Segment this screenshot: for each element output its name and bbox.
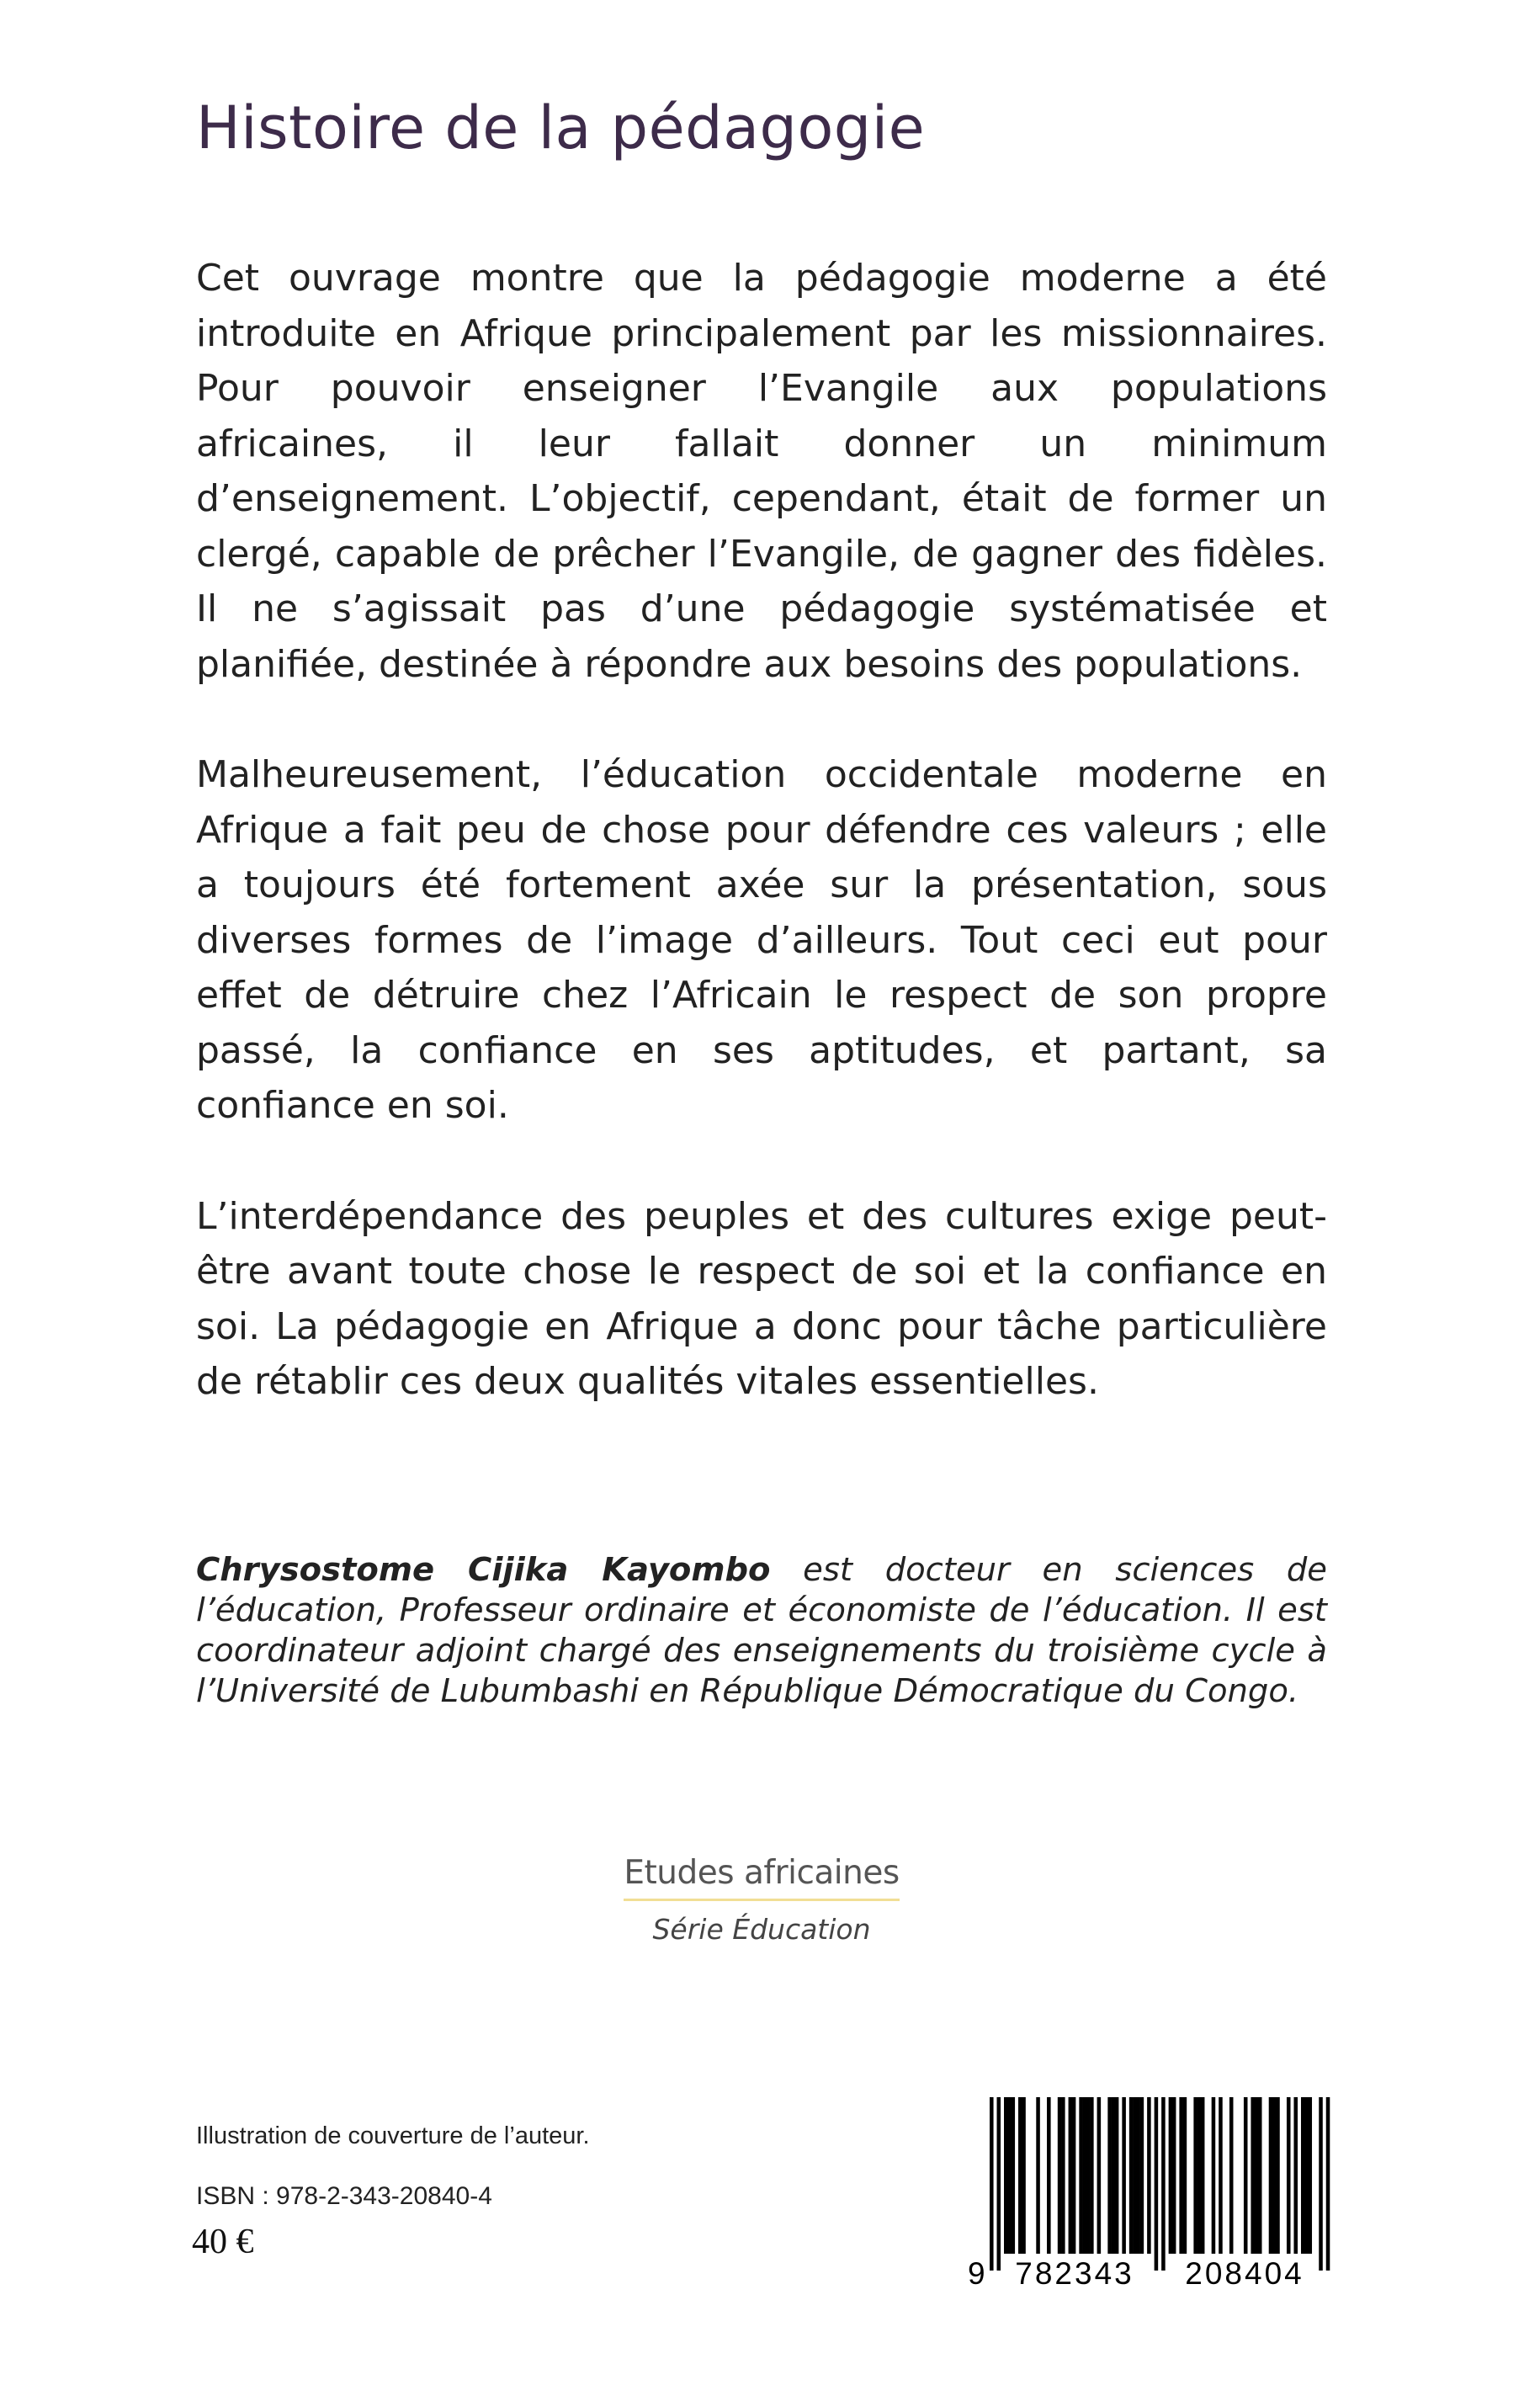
barcode-bar — [1140, 2097, 1144, 2254]
barcode-bar — [1258, 2097, 1262, 2254]
barcode-bar — [1047, 2097, 1051, 2254]
barcode-bar — [1197, 2097, 1202, 2254]
blurb-paragraph-1: Cet ouvrage montre que la pédagogie moderne a été introduite en Afrique principalement par les missionnaires. Pour pouvoir enseigner l’Evangile aux populations africaines, il leur fallait donner un minimum d’enseignement. L’objectif, cependant, était de former un clergé, capable de prêcher l’Evangile, de gagner des fidèles. Il ne s’agissait pas d’une pédagogie systématisée et planifiée, destinée à répondre aux besoins des populations. — [196, 257, 1327, 686]
cover-credit: Illustration de couverture de l’auteur. — [196, 2122, 590, 2149]
barcode — [968, 2097, 1330, 2291]
barcode-bar — [1287, 2097, 1291, 2254]
barcode-bar — [1004, 2097, 1008, 2254]
barcode-digit-group-2: 208404 — [1185, 2256, 1304, 2291]
series-subtitle: Série Éducation — [652, 1913, 871, 1946]
author-bio-text: est docteur en sciences de l’éducation, Professeur ordinaire et économiste de l’éducation. Il est coordinateur adjoint chargé des enseignements du troisième cycle à l’Université de Lubumbashi en République Démocratique du Congo. — [196, 1551, 1327, 1710]
barcode-bar — [1122, 2097, 1126, 2254]
barcode-bar — [1112, 2097, 1116, 2254]
barcode-bar — [1115, 2097, 1119, 2254]
barcode-bar — [1276, 2097, 1280, 2254]
barcode-bar — [1212, 2097, 1216, 2254]
barcode-bar — [1304, 2097, 1309, 2254]
isbn: ISBN : 978-2-343-20840-4 — [196, 2182, 492, 2210]
barcode-bar — [1083, 2097, 1087, 2254]
blurb-paragraph-3: L’interdépendance des peuples et des cultures exige peut-être avant toute chose le respect de soi et la confiance en soi. La pédagogie en Afrique a donc pour tâche particulière de rétablir ces deux qualités vitales essentielles. — [196, 1194, 1327, 1403]
barcode-bar — [1301, 2097, 1305, 2254]
barcode-bar — [1319, 2097, 1323, 2271]
series-block — [505, 1854, 1018, 1946]
barcode-bar — [1086, 2097, 1091, 2254]
barcode-digit-group-1: 782343 — [1015, 2256, 1134, 2291]
barcode-bar — [1072, 2097, 1076, 2254]
barcode-digits — [968, 2257, 1330, 2291]
barcode-bar — [1269, 2097, 1273, 2254]
barcode-bar — [1308, 2097, 1312, 2254]
barcode-bar — [1229, 2097, 1234, 2254]
barcode-bar — [1136, 2097, 1140, 2254]
barcode-bar — [1090, 2097, 1094, 2254]
barcode-bar — [1272, 2097, 1277, 2254]
barcode-bars — [968, 2097, 1330, 2257]
price: 40 € — [192, 2223, 254, 2261]
barcode-bar — [990, 2097, 994, 2271]
barcode-bar — [1169, 2097, 1173, 2254]
barcode-bar — [1251, 2097, 1255, 2254]
blurb — [196, 251, 1327, 1465]
barcode-bar — [1293, 2097, 1298, 2254]
barcode-bar — [1018, 2097, 1022, 2254]
barcode-bar — [1326, 2097, 1330, 2271]
barcode-bar — [1201, 2097, 1205, 2254]
barcode-bar — [1129, 2097, 1134, 2254]
barcode-bar — [1219, 2097, 1223, 2254]
barcode-bar — [1147, 2097, 1151, 2254]
author-bio — [196, 1550, 1327, 1712]
barcode-bar — [1036, 2097, 1040, 2254]
barcode-bar — [1183, 2097, 1187, 2254]
barcode-bar — [997, 2097, 1001, 2271]
barcode-bar — [1155, 2097, 1159, 2271]
barcode-bar — [1007, 2097, 1012, 2254]
barcode-bar — [1193, 2097, 1197, 2254]
blurb-paragraph-2: Malheureusement, l’éducation occidentale moderne en Afrique a fait peu de chose pour défendre ces valeurs ; elle a toujours été fortement axée sur la présentation, sous diverses formes de l’image d’ailleurs. Tout ceci eut pour effet de détruire chez l’Africain le respect de son propre passé, la confiance en ses aptitudes, et partant, sa confiance en soi. — [196, 753, 1327, 1127]
barcode-bar — [1012, 2097, 1016, 2254]
barcode-bar — [1022, 2097, 1026, 2254]
barcode-bar — [1069, 2097, 1073, 2254]
barcode-bar — [1172, 2097, 1176, 2254]
barcode-bar — [1161, 2097, 1166, 2271]
barcode-bar — [1097, 2097, 1102, 2254]
barcode-bar — [1058, 2097, 1062, 2254]
barcode-bar — [1244, 2097, 1248, 2254]
barcode-bar — [1133, 2097, 1137, 2254]
barcode-bar — [1255, 2097, 1259, 2254]
book-title: Histoire de la pédagogie — [196, 93, 926, 162]
author-name: Chrysostome Cijika Kayombo — [196, 1551, 771, 1589]
series-name: Etudes africaines — [624, 1854, 899, 1901]
barcode-bar — [1061, 2097, 1065, 2254]
barcode-bar — [1079, 2097, 1083, 2254]
barcode-lead-digit: 9 — [968, 2256, 985, 2291]
barcode-bar — [1107, 2097, 1112, 2254]
barcode-bar — [1179, 2097, 1183, 2254]
